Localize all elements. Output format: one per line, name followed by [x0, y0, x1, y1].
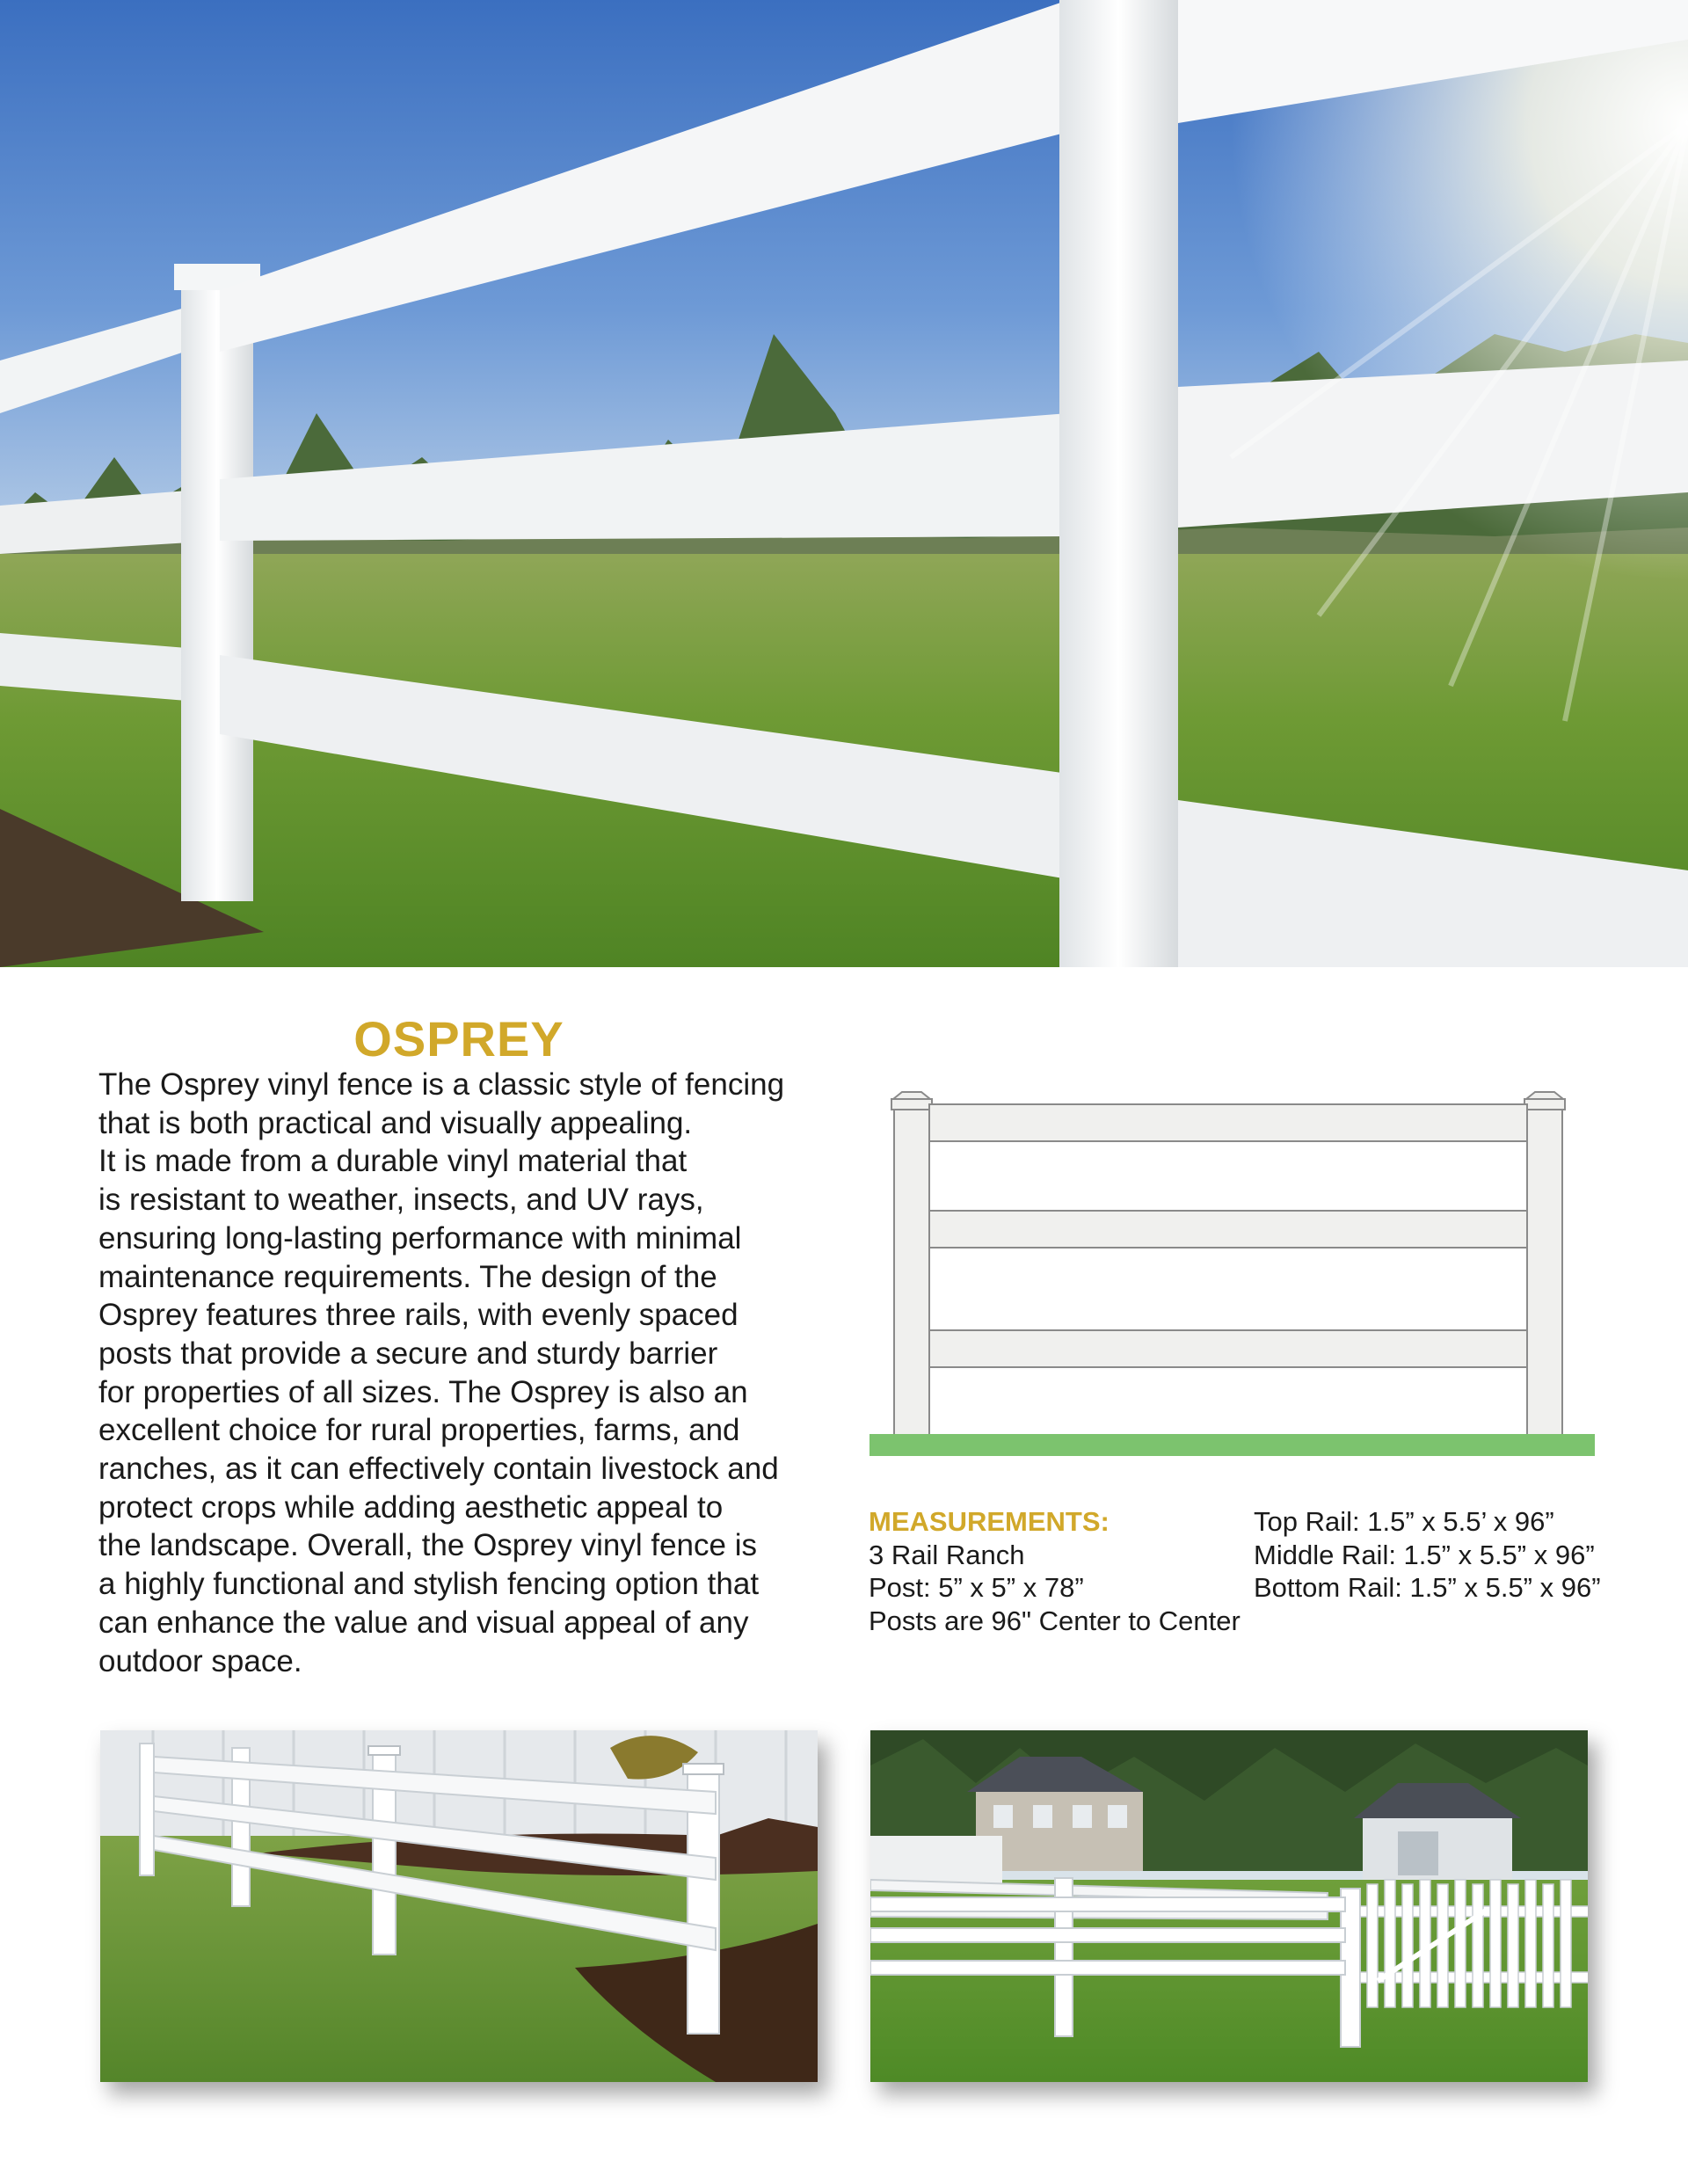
- page-title: OSPREY: [353, 1011, 564, 1067]
- right-post: [1524, 1092, 1565, 1437]
- measurement-bottom-rail: Bottom Rail: 1.5” x 5.5” x 96”: [1254, 1572, 1601, 1603]
- measurement-style: 3 Rail Ranch: [869, 1539, 1025, 1570]
- measurement-spacing: Posts are 96" Center to Center: [869, 1605, 1241, 1636]
- fence-photo-yard: [100, 1730, 818, 2082]
- middle-rail: [929, 1211, 1527, 1248]
- left-post: [891, 1092, 932, 1437]
- measurements-heading: MEASUREMENTS:: [869, 1506, 1110, 1537]
- product-description: The Osprey vinyl fence is a classic style of fencing that is both practical and visually appealing. It is made from a durable vinyl material that is resistant to weather, insects, and UV rays, ensuring long-lasting performance with minimal maintenance requirements. The design of the Osprey features three rails, with evenly spaced posts that provide a secure and sturdy barrier for properties of all sizes. The Osprey is also an excellent choice for rural properties, farms, and ranches, as it can effectively contain livestock and protect crops while adding aesthetic appeal to the landscape. Overall, the Osprey vinyl fence is a highly functional and stylish fencing option that can enhance the value and visual appeal of any outdoor space.: [98, 1067, 785, 1678]
- bottom-rail: [929, 1330, 1527, 1367]
- fence-photo-houses: [870, 1730, 1588, 2082]
- rail-measurements: [1254, 1505, 1676, 1605]
- measurement-post: Post: 5” x 5” x 78”: [869, 1572, 1084, 1603]
- top-rail: [929, 1104, 1527, 1141]
- fence-diagram: [866, 1080, 1597, 1458]
- measurement-middle-rail: Middle Rail: 1.5” x 5.5” x 96”: [1254, 1539, 1595, 1570]
- hero-photo: [0, 0, 1688, 967]
- measurements-block: [869, 1505, 1273, 1637]
- ground-strip: [869, 1434, 1595, 1456]
- measurement-top-rail: Top Rail: 1.5” x 5.5’ x 96”: [1254, 1506, 1554, 1537]
